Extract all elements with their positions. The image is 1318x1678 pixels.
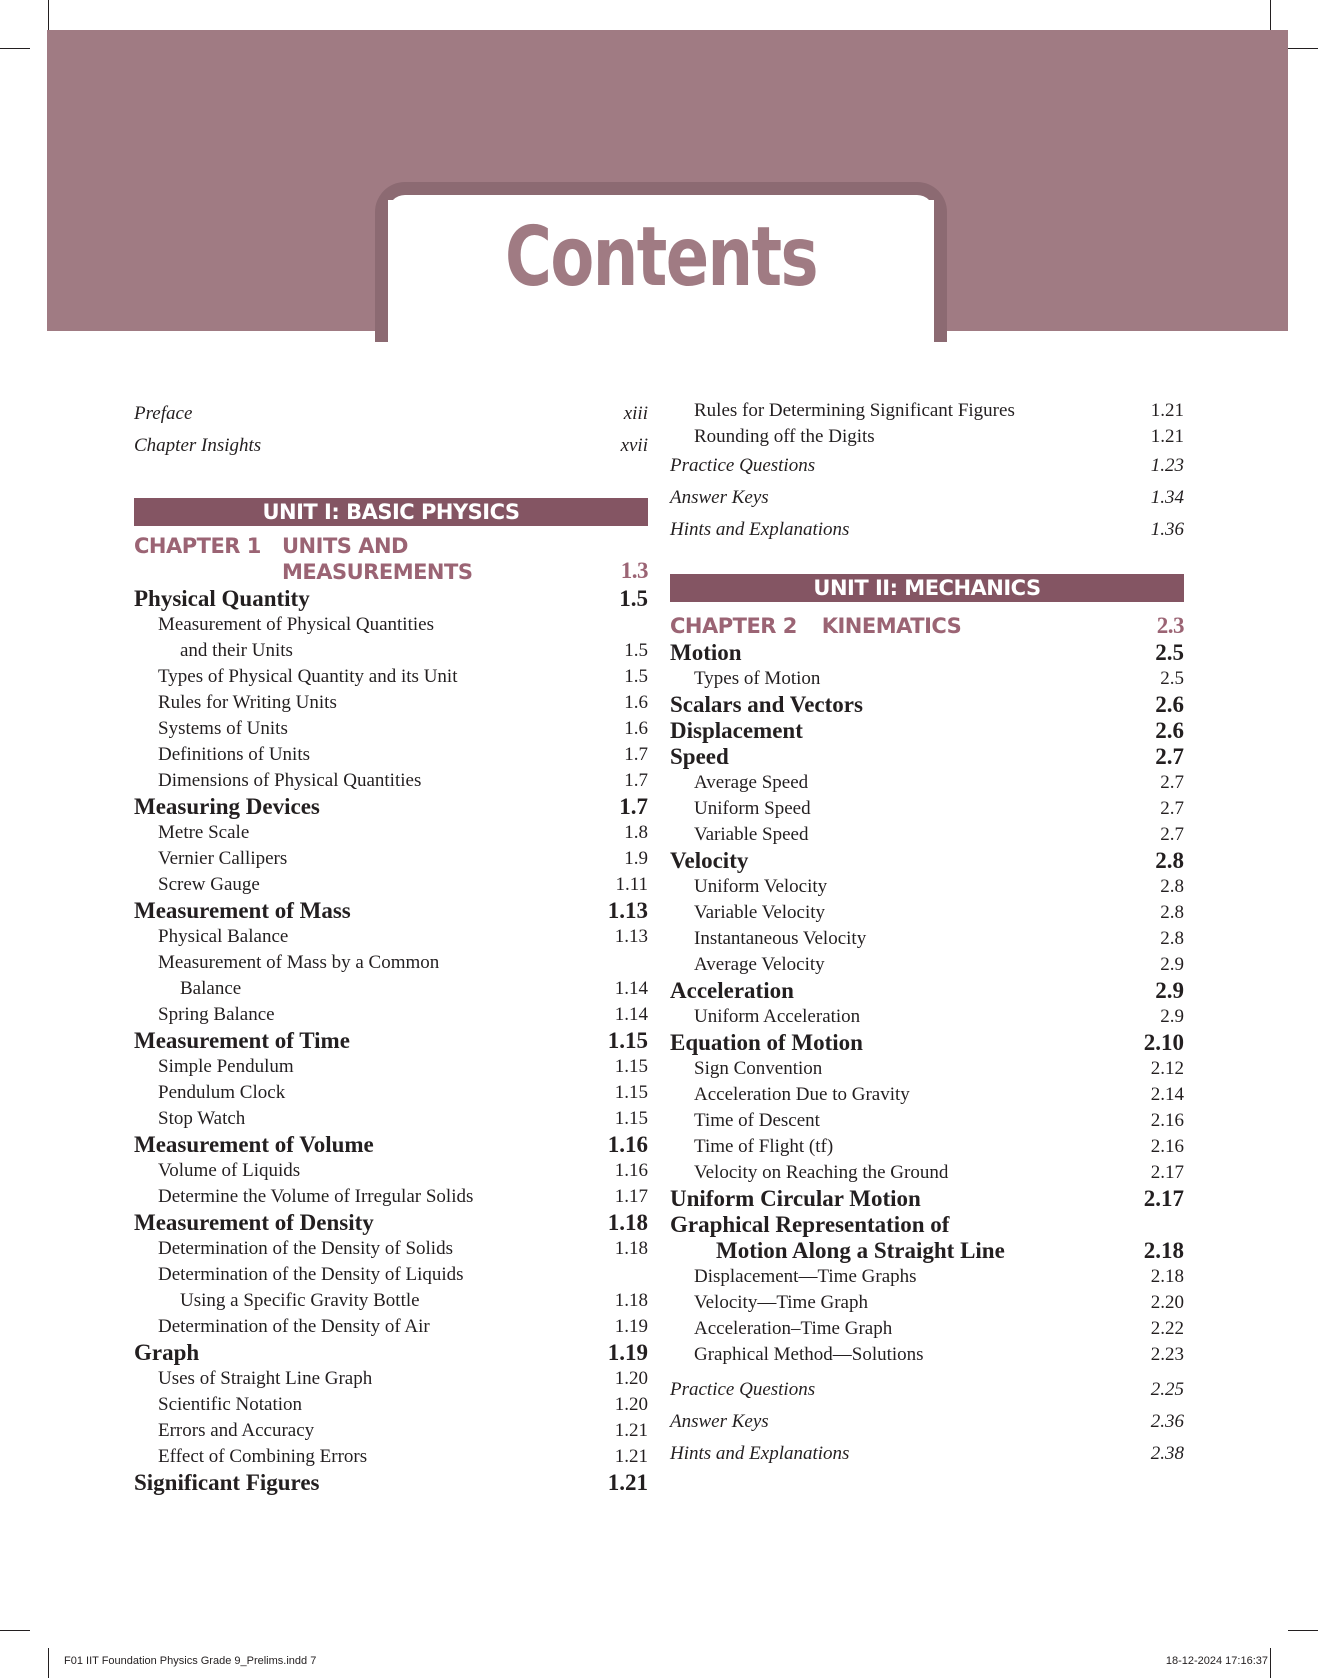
toc-entry-label: Uniform Speed [694,798,811,819]
toc-entry-label: and their Units [180,640,293,661]
toc-entry-label: Motion [670,640,742,665]
toc-entry[interactable] [134,716,648,742]
toc-entry[interactable] [670,1056,1184,1082]
crop-mark [48,0,49,30]
toc-entry-page: 2.18 [1143,1238,1184,1263]
toc-entry-label: Uniform Velocity [694,876,828,897]
toc-entry[interactable] [134,1444,648,1470]
toc-entry-page: 2.25 [1150,1379,1184,1400]
toc-entry[interactable] [134,1366,648,1392]
toc-entry-page: 1.9 [624,848,648,869]
toc-entry-label: Rounding off the Digits [694,426,875,447]
toc-entry-page: 1.34 [1150,487,1184,508]
toc-entry[interactable] [134,1054,648,1080]
toc-entry[interactable] [670,1160,1184,1186]
toc-entry[interactable] [670,978,1184,1004]
toc-entry[interactable] [134,1418,648,1444]
toc-entry-page: 2.8 [1160,876,1184,897]
front-matter-list [134,398,648,462]
toc-entry[interactable] [134,872,648,898]
toc-entry-label: Practice Questions [670,1379,816,1400]
toc-entry[interactable] [134,898,648,924]
toc-entry-label: Pendulum Clock [158,1082,286,1103]
toc-entry-label: Variable Velocity [694,902,826,923]
toc-entry-page: 2.9 [1160,954,1184,975]
toc-entry-label: Stop Watch [158,1108,246,1129]
chapter-page: 2.3 [1156,613,1184,638]
toc-entry-label: Volume of Liquids [158,1160,301,1181]
toc-entry-page: 1.19 [614,1316,648,1337]
toc-entry-page: 1.21 [607,1470,648,1495]
toc-entry-label: Determination of the Density of Air [158,1316,430,1337]
toc-entry-page: xiii [623,403,648,424]
toc-entry-label: Measuring Devices [134,794,320,819]
toc-entry-label: Graphical Representation of [670,1212,950,1237]
toc-entry[interactable] [134,950,648,976]
toc-entry-page: 1.5 [624,666,648,687]
toc-entry-label: Displacement—Time Graphs [694,1266,917,1287]
toc-entry-page: 1.16 [614,1160,648,1181]
toc-entry-page: 2.7 [1160,798,1184,819]
toc-entry-label: Measurement of Mass by a Common [158,952,440,973]
toc-entry-label: Simple Pendulum [158,1056,294,1077]
toc-entry[interactable] [134,794,648,820]
toc-entry[interactable] [670,900,1184,926]
toc-entry-page: 2.6 [1155,692,1184,717]
crop-mark [1288,48,1318,49]
toc-entry-label: Definitions of Units [158,744,310,765]
chapter-number: CHAPTER 1 [134,534,261,558]
toc-entry-page: 2.6 [1155,718,1184,743]
end-matter-entry[interactable] [670,514,1184,546]
toc-entry[interactable] [670,1238,1184,1264]
toc-entry-page: 2.7 [1160,824,1184,845]
toc-entry[interactable] [670,1290,1184,1316]
toc-entry[interactable] [134,1106,648,1132]
toc-entry[interactable] [670,1108,1184,1134]
toc-entry-label: Measurement of Time [134,1028,350,1053]
chapter-title-line2: MEASUREMENTS [282,560,473,584]
toc-entry-page: 1.7 [624,770,648,791]
toc-entry-label: Velocity—Time Graph [694,1292,868,1313]
toc-entry-label: Determine the Volume of Irregular Solids [158,1186,474,1207]
end-matter-entry[interactable] [670,450,1184,482]
toc-entry[interactable] [670,1316,1184,1342]
toc-entry[interactable] [134,924,648,950]
end-matter-entry[interactable] [670,1406,1184,1438]
toc-entry[interactable] [670,926,1184,952]
toc-entry-label: Graph [134,1340,200,1365]
toc-entry[interactable] [134,1080,648,1106]
end-matter-entry[interactable] [670,482,1184,514]
toc-entry[interactable] [670,1186,1184,1212]
toc-entry[interactable] [670,822,1184,848]
toc-entry-page: 1.13 [607,898,648,923]
toc-entry-page: 2.8 [1160,928,1184,949]
toc-entry-page: 1.21 [1150,426,1184,447]
toc-entry-label: Screw Gauge [158,874,260,895]
toc-entry[interactable] [134,664,648,690]
toc-entry-page: 2.16 [1150,1136,1184,1157]
toc-entry[interactable] [670,1030,1184,1056]
crop-mark [0,1630,30,1631]
toc-entry-label: Uniform Circular Motion [670,1186,921,1211]
toc-entry-label: Significant Figures [134,1470,320,1495]
toc-entry[interactable] [134,586,648,612]
toc-entry-page: 1.7 [624,744,648,765]
toc-entry[interactable] [670,1264,1184,1290]
front-matter-entry[interactable] [134,398,648,430]
toc-entry[interactable] [134,638,648,664]
toc-entry-label: Measurement of Volume [134,1132,374,1157]
toc-entry-page: 1.21 [614,1446,648,1467]
toc-entry-label: Measurement of Density [134,1210,374,1235]
toc-entry-page: 2.18 [1150,1266,1184,1287]
toc-entry-label: Displacement [670,718,803,743]
toc-entry-label: Balance [180,978,242,999]
toc-entry-page: 2.17 [1143,1186,1184,1211]
toc-left-column [134,398,648,1496]
toc-entry-label: Sign Convention [694,1058,823,1079]
toc-entry[interactable] [670,692,1184,718]
toc-entry[interactable] [134,1340,648,1366]
chapter-heading[interactable] [134,534,648,586]
crop-mark [1270,0,1271,30]
toc-entry-page: 2.9 [1155,978,1184,1003]
toc-entry-page: 1.5 [619,586,648,611]
toc-entry-label: Time of Descent [694,1110,820,1131]
toc-entry-label: Using a Specific Gravity Bottle [180,1290,420,1311]
chapter2-end-matter [670,1374,1184,1470]
toc-entry[interactable] [134,1470,648,1496]
toc-entry-page: 2.36 [1150,1411,1184,1432]
toc-entry-label: Determination of the Density of Liquids [158,1264,464,1285]
toc-entry-label: Measurement of Physical Quantities [158,614,434,635]
toc-entry[interactable] [670,1342,1184,1368]
toc-entry[interactable] [134,768,648,794]
toc-entry-page: 1.6 [624,718,648,739]
crop-mark [0,48,30,49]
toc-entry-label: Acceleration Due to Gravity [694,1084,910,1105]
toc-entry[interactable] [670,640,1184,666]
toc-entry-label: Answer Keys [670,1411,769,1432]
toc-entry-page: 1.15 [614,1056,648,1077]
toc-entry-page: 2.10 [1143,1030,1184,1055]
toc-entry[interactable] [134,976,648,1002]
chapter-title-line1: UNITS AND [282,534,408,558]
toc-entry-page: 2.7 [1160,772,1184,793]
toc-entry-page: 1.15 [607,1028,648,1053]
toc-entry-label: Preface [134,403,193,424]
toc-entry-label: Uses of Straight Line Graph [158,1368,373,1389]
crop-mark [48,1648,49,1678]
toc-entry-label: Types of Physical Quantity and its Unit [158,666,458,687]
toc-entry-label: Speed [670,744,729,769]
toc-entry-page: 2.7 [1155,744,1184,769]
toc-entry-label: Chapter Insights [134,435,262,456]
toc-entry-page: 1.6 [624,692,648,713]
toc-entry-page: 1.20 [614,1394,648,1415]
toc-entry-page: 2.16 [1150,1110,1184,1131]
crop-mark [1288,1630,1318,1631]
toc-entry-page: 1.17 [614,1186,648,1207]
toc-entry[interactable] [134,1236,648,1262]
toc-entry-page: 2.14 [1150,1084,1184,1105]
toc-entry-page: 2.8 [1155,848,1184,873]
toc-entry[interactable] [134,1184,648,1210]
unit-heading: UNIT I: BASIC PHYSICS [134,498,648,526]
crop-mark [1270,1648,1271,1678]
toc-entry-label: Time of Flight (tf) [694,1136,834,1157]
unit-heading: UNIT II: MECHANICS [670,574,1184,602]
toc-entry-page: 1.5 [624,640,648,661]
toc-entry[interactable] [670,770,1184,796]
toc-entry[interactable] [670,424,1184,450]
toc-entry-page: 2.20 [1150,1292,1184,1313]
toc-entry-label: Velocity on Reaching the Ground [694,1162,949,1183]
toc-entry[interactable] [134,1028,648,1054]
toc-entry-page: 1.14 [614,1004,648,1025]
toc-entry-label: Motion Along a Straight Line [716,1238,1005,1263]
toc-entry-label: Equation of Motion [670,1030,863,1055]
toc-entry-label: Metre Scale [158,822,250,843]
toc-entry-label: Answer Keys [670,487,769,508]
footer-file-info: F01 IIT Foundation Physics Grade 9_Prelims.indd 7 [64,1655,317,1667]
toc-entry[interactable] [670,1082,1184,1108]
toc-entry-page: 1.16 [607,1132,648,1157]
toc-entry[interactable] [134,690,648,716]
toc-entry-page: 1.23 [1150,455,1184,476]
toc-entry[interactable] [134,1288,648,1314]
toc-entry-page: 2.17 [1150,1162,1184,1183]
toc-entry-label: Velocity [670,848,749,873]
toc-entry-page: 1.15 [614,1082,648,1103]
toc-entry[interactable] [670,666,1184,692]
toc-entry[interactable] [670,744,1184,770]
toc-entry[interactable] [670,1212,1184,1238]
toc-entry[interactable] [134,1002,648,1028]
toc-entry[interactable] [670,1004,1184,1030]
toc-entry-page: 1.19 [607,1340,648,1365]
toc-entry[interactable] [134,820,648,846]
toc-entry-label: Types of Motion [694,668,821,689]
page-title: Contents [504,210,818,305]
toc-entry-label: Graphical Method—Solutions [694,1344,924,1365]
toc-entry-label: Systems of Units [158,718,288,739]
toc-entry-page: 1.13 [614,926,648,947]
toc-entry-page: 1.18 [614,1238,648,1259]
toc-entry-page: xvii [620,435,648,456]
toc-entry[interactable] [134,1132,648,1158]
toc-entry[interactable] [670,398,1184,424]
toc-entry[interactable] [134,1262,648,1288]
toc-entry-page: 1.21 [614,1420,648,1441]
toc-entry-page: 1.7 [619,794,648,819]
toc-entry-label: Instantaneous Velocity [694,928,867,949]
toc-entry[interactable] [670,874,1184,900]
toc-entry[interactable] [670,718,1184,744]
toc-entry-page: 2.38 [1150,1443,1184,1464]
toc-entry[interactable] [670,796,1184,822]
toc-entry[interactable] [134,1314,648,1340]
toc-entry-label: Measurement of Mass [134,898,351,923]
footer-timestamp: 18-12-2024 17:16:37 [1165,1655,1268,1667]
toc-entry-page: 1.20 [614,1368,648,1389]
toc-entry[interactable] [670,848,1184,874]
toc-entry[interactable] [134,1392,648,1418]
toc-entry[interactable] [670,952,1184,978]
chapter-number: CHAPTER 2 [670,614,797,638]
toc-entry-page: 2.9 [1160,1006,1184,1027]
toc-entry-page: 2.12 [1150,1058,1184,1079]
toc-entry-label: Practice Questions [670,455,816,476]
toc-entry[interactable] [134,612,648,638]
toc-entry-label: Uniform Acceleration [694,1006,861,1027]
toc-entry-page: 2.22 [1150,1318,1184,1339]
toc-entry-label: Scalars and Vectors [670,692,863,717]
toc-entry-label: Dimensions of Physical Quantities [158,770,422,791]
end-matter-entry[interactable] [670,1374,1184,1406]
chapter1-entries [134,586,648,1496]
toc-entry-label: Scientific Notation [158,1394,303,1415]
chapter-title: KINEMATICS [821,614,962,638]
toc-entry-label: Physical Balance [158,926,289,947]
toc-entry-page: 1.15 [614,1108,648,1129]
toc-entry-page: 1.21 [1150,400,1184,421]
toc-entry-page: 2.5 [1155,640,1184,665]
toc-entry[interactable] [134,846,648,872]
toc-entry[interactable] [670,1134,1184,1160]
chapter1-end-matter [670,450,1184,546]
chapter1-continued-entries [670,398,1184,450]
toc-entry-label: Hints and Explanations [670,519,850,540]
toc-entry-label: Rules for Determining Significant Figures [694,400,1015,421]
toc-entry-label: Vernier Callipers [158,848,288,869]
toc-entry-page: 1.18 [607,1210,648,1235]
toc-entry-label: Hints and Explanations [670,1443,850,1464]
toc-entry-label: Acceleration [670,978,794,1003]
toc-entry[interactable] [134,742,648,768]
toc-entry-label: Acceleration–Time Graph [694,1318,893,1339]
end-matter-entry[interactable] [670,1438,1184,1470]
toc-entry-page: 1.36 [1150,519,1184,540]
toc-entry-page: 2.23 [1150,1344,1184,1365]
chapter-heading[interactable] [670,612,1184,640]
toc-entry-label: Average Speed [694,772,809,793]
toc-entry[interactable] [134,1158,648,1184]
toc-entry-page: 1.8 [624,822,648,843]
chapter2-entries [670,640,1184,1368]
toc-entry-label: Rules for Writing Units [158,692,337,713]
toc-entry-label: Errors and Accuracy [158,1420,315,1441]
toc-entry-label: Determination of the Density of Solids [158,1238,453,1259]
toc-entry-page: 1.11 [615,874,648,895]
toc-entry-page: 1.18 [614,1290,648,1311]
toc-entry-label: Effect of Combining Errors [158,1446,368,1467]
toc-entry-label: Spring Balance [158,1004,275,1025]
chapter-page: 1.3 [620,558,648,583]
toc-entry-page: 2.5 [1160,668,1184,689]
toc-entry-label: Average Velocity [694,954,825,975]
toc-entry-label: Physical Quantity [134,586,310,611]
toc-entry-page: 1.14 [614,978,648,999]
toc-entry-page: 2.8 [1160,902,1184,923]
toc-entry-label: Variable Speed [694,824,809,845]
toc-right-column [670,398,1184,1470]
toc-entry[interactable] [134,1210,648,1236]
front-matter-entry[interactable] [134,430,648,462]
